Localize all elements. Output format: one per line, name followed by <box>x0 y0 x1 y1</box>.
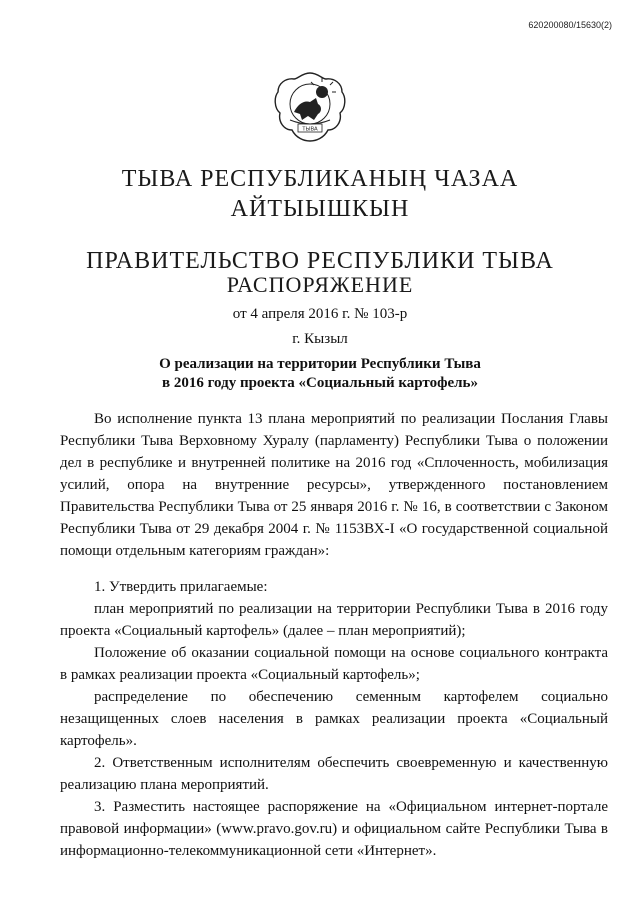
document-city: г. Кызыл <box>292 331 348 347</box>
tuva-emblem-icon <box>272 70 348 144</box>
paragraph: Во исполнение пункта 13 плана мероприятий по реализации Послания Главы Республики Тыва Верховному Хуралу (парламенту) Республики Тыва о положении дел в республике и внутренней политике на 2016 год «Сплоченность, мобилизация усилий, опора на внутренние ресурсы», утвержденного постановлением Правительства Республики Тыва от 25 января 2016 г. № 16, в соответствии с Законом Республики Тыва от 29 декабря 2004 г. № 1153ВХ-I «О государственной социальной помощи отдельным категориям граждан»: <box>60 411 608 559</box>
document-title <box>0 355 640 393</box>
header-government: ПРАВИТЕЛЬСТВО РЕСПУБЛИКИ ТЫВА <box>86 248 554 274</box>
paragraph: 3. Разместить настоящее распоряжение на «Официальном интернет-портале правовой информации» (www.pravo.gov.ru) и официальном сайте Республики Тыва в информационно-телекоммуникационной сети «Интернет». <box>60 799 608 859</box>
header-line-tuvan-2: АЙТЫЫШКЫН <box>230 196 410 222</box>
title-line-1: О реализации на территории Республики Тыва <box>159 356 481 372</box>
header-line-tuvan-1: ТЫВА РЕСПУБЛИКАНЫҢ ЧАЗАА <box>121 166 519 192</box>
paragraph: план мероприятий по реализации на территории Республики Тыва в 2016 году проекта «Социальный картофель» (далее – план мероприятий); <box>60 601 608 639</box>
header-order-type: РАСПОРЯЖЕНИЕ <box>226 272 414 297</box>
title-line-2: в 2016 году проекта «Социальный картофель» <box>162 375 478 391</box>
paragraph: 2. Ответственным исполнителям обеспечить своевременную и качественную реализацию плана мероприятий. <box>60 755 608 793</box>
paragraph: 1. Утвердить прилагаемые: <box>94 579 268 595</box>
emblem-text: ТЫВА <box>302 126 318 133</box>
document-body <box>60 408 608 862</box>
paragraph: распределение по обеспечению семенным картофелем социально незащищенных слоев населения в рамках реализации проекта «Социальный картофель». <box>60 689 608 749</box>
paragraph: Положение об оказании социальной помощи на основе социального контракта в рамках реализации проекта «Социальный картофель»; <box>60 645 608 683</box>
document-date: от 4 апреля 2016 г. № 103-р <box>232 306 408 322</box>
document-code: 620200080/15630(2) <box>528 20 612 30</box>
